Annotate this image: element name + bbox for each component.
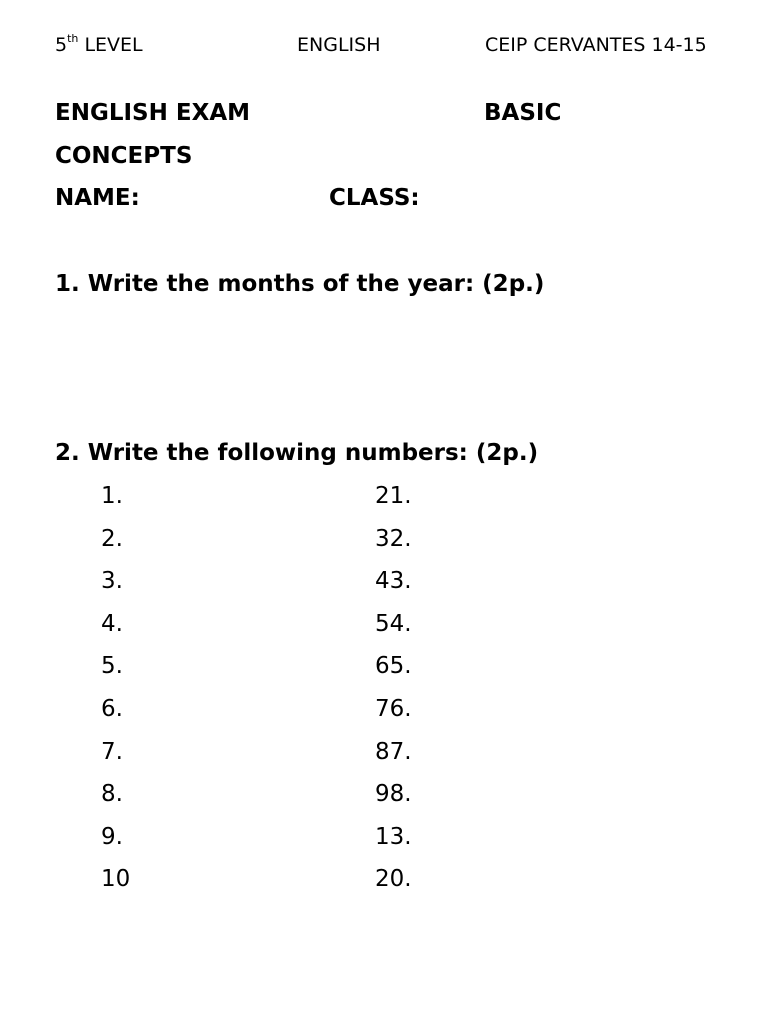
number-item: 13. [375,823,412,850]
number-item: 9. [101,823,123,850]
number-item: 7. [101,738,123,765]
level-label: LEVEL [84,34,143,56]
number-item: 8. [101,781,123,808]
number-item: 6. [101,695,123,722]
subject-header: ENGLISH [297,34,381,56]
numbers-right-column [375,482,412,908]
level-suffix: th [67,31,79,45]
number-item: 4. [101,610,123,637]
number-item: 87. [375,738,412,765]
number-item: 21. [375,483,412,509]
name-label: NAME: [55,185,140,211]
number-item: 2. [101,525,123,552]
question-1: 1. Write the months of the year: (2p.) [55,271,545,297]
number-item: 32. [375,525,412,552]
number-item: 5. [101,653,123,680]
number-item: 98. [375,781,412,808]
question-2: 2. Write the following numbers: (2p.) [55,440,539,466]
school-header: CEIP CERVANTES 14-15 [485,34,707,56]
number-item: 20. [375,866,412,893]
exam-title-concepts: CONCEPTS [55,143,193,169]
number-item: 54. [375,610,412,637]
numbers-left-column [101,482,130,908]
level-header [55,31,143,56]
number-item: 76. [375,695,412,722]
exam-title: ENGLISH EXAM [55,100,251,126]
number-item: 3. [101,568,123,595]
number-item: 43. [375,568,412,595]
number-item: 1. [101,483,123,509]
number-item: 65. [375,653,412,680]
level-number: 5 [55,34,68,56]
exam-title-basic: BASIC [484,100,562,126]
number-item: 10 [101,866,131,893]
class-label: CLASS: [329,185,420,211]
